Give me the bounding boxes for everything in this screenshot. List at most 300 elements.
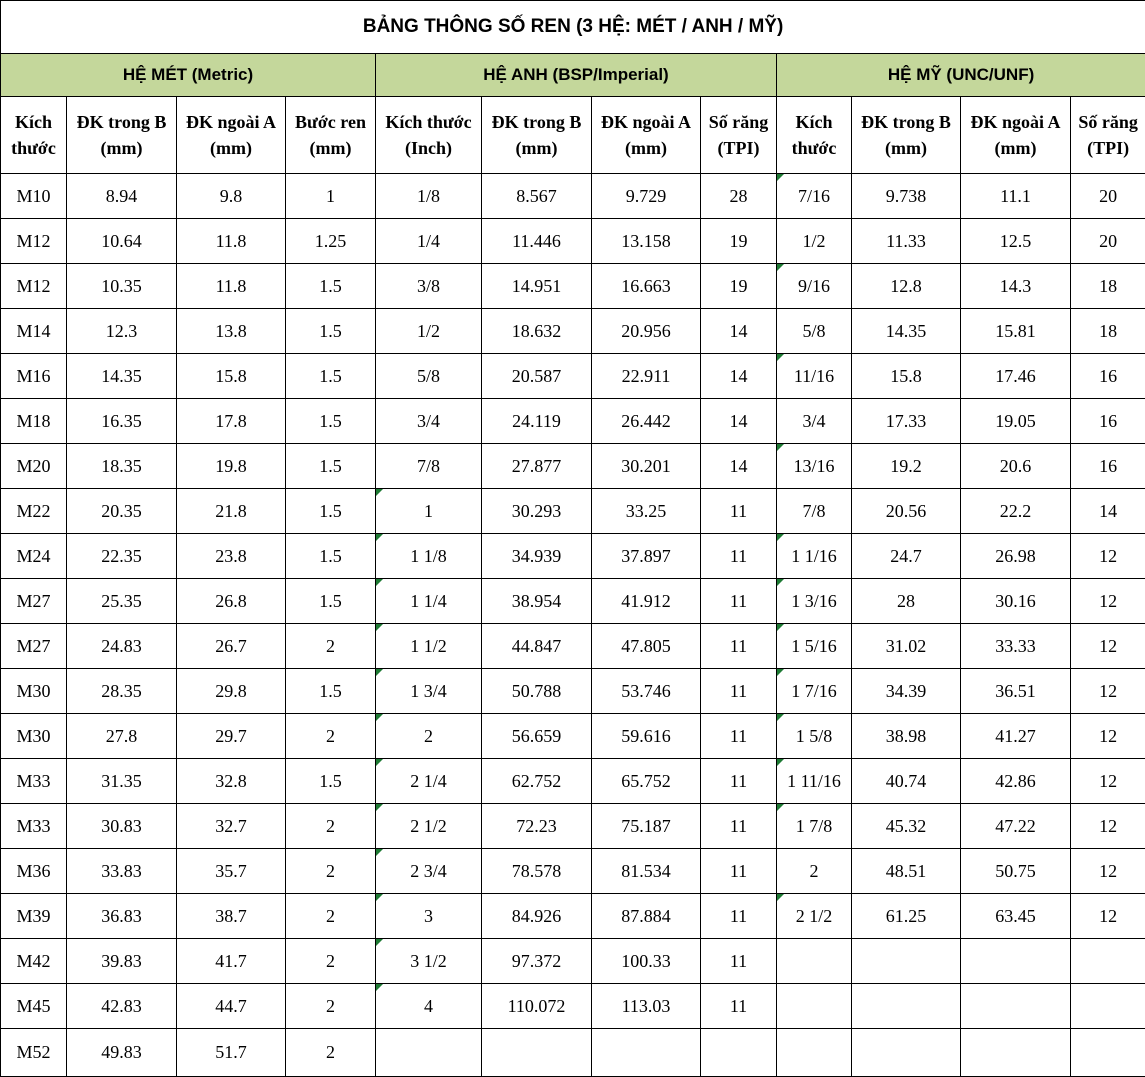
cell-metric-pitch[interactable]: 1.5: [286, 264, 376, 309]
cell-imperial-tpi[interactable]: 11: [701, 714, 777, 759]
cell-metric-inner-diameter[interactable]: 10.35: [67, 264, 177, 309]
cell-imperial-inner-diameter[interactable]: 97.372: [482, 939, 592, 984]
cell-american-size[interactable]: 13/16: [777, 444, 852, 489]
cell-imperial-size[interactable]: [376, 1029, 482, 1077]
cell-imperial-inner-diameter[interactable]: 27.877: [482, 444, 592, 489]
cell-american-inner-diameter[interactable]: [852, 939, 961, 984]
cell-imperial-tpi[interactable]: 14: [701, 354, 777, 399]
group-header-american[interactable]: HỆ MỸ (UNC/UNF): [777, 54, 1145, 97]
cell-american-tpi[interactable]: 12: [1071, 534, 1145, 579]
cell-metric-inner-diameter[interactable]: 39.83: [67, 939, 177, 984]
cell-imperial-size[interactable]: 3/8: [376, 264, 482, 309]
table-row: [1, 759, 1145, 804]
cell-american-size[interactable]: 1 7/8: [777, 804, 852, 849]
cell-american-size[interactable]: 1/2: [777, 219, 852, 264]
column-header-line: (mm): [885, 138, 927, 158]
cell-american-outer-diameter[interactable]: 11.1: [961, 174, 1071, 219]
cell-imperial-tpi[interactable]: 11: [701, 759, 777, 804]
table-row: [1, 624, 1145, 669]
cell-metric-inner-diameter[interactable]: 33.83: [67, 849, 177, 894]
cell-american-tpi[interactable]: [1071, 984, 1145, 1029]
cell-metric-inner-diameter[interactable]: 14.35: [67, 354, 177, 399]
cell-imperial-inner-diameter[interactable]: 72.23: [482, 804, 592, 849]
cell-imperial-tpi[interactable]: 19: [701, 219, 777, 264]
column-header-line: Bước ren: [295, 112, 366, 132]
cell-imperial-tpi[interactable]: 14: [701, 444, 777, 489]
column-header-line: thước: [11, 138, 56, 158]
table-row: [1, 714, 1145, 759]
cell-metric-outer-diameter[interactable]: 38.7: [177, 894, 286, 939]
cell-metric-size[interactable]: M30: [1, 714, 67, 759]
cell-metric-outer-diameter[interactable]: 9.8: [177, 174, 286, 219]
cell-imperial-inner-diameter[interactable]: 78.578: [482, 849, 592, 894]
cell-american-outer-diameter[interactable]: 47.22: [961, 804, 1071, 849]
cell-american-tpi[interactable]: 12: [1071, 849, 1145, 894]
table-row: [1, 849, 1145, 894]
cell-imperial-inner-diameter[interactable]: 38.954: [482, 579, 592, 624]
cell-american-size[interactable]: [777, 1029, 852, 1077]
cell-metric-pitch[interactable]: 2: [286, 984, 376, 1029]
column-header-line: (mm): [210, 138, 252, 158]
cell-american-tpi[interactable]: 12: [1071, 714, 1145, 759]
cell-imperial-tpi[interactable]: 11: [701, 984, 777, 1029]
cell-american-outer-diameter[interactable]: 26.98: [961, 534, 1071, 579]
column-header-line: (mm): [625, 138, 667, 158]
cell-imperial-size[interactable]: 1 3/4: [376, 669, 482, 714]
column-header-line: ĐK trong B: [76, 112, 167, 132]
cell-metric-outer-diameter[interactable]: 11.8: [177, 219, 286, 264]
cell-metric-pitch[interactable]: 1.5: [286, 354, 376, 399]
cell-metric-size[interactable]: M12: [1, 219, 67, 264]
cell-metric-size[interactable]: M16: [1, 354, 67, 399]
cell-metric-inner-diameter[interactable]: 20.35: [67, 489, 177, 534]
column-header-american-tpi[interactable]: [1071, 97, 1145, 174]
cell-imperial-tpi[interactable]: 11: [701, 489, 777, 534]
cell-imperial-size[interactable]: 1/4: [376, 219, 482, 264]
column-header-line: (TPI): [1087, 138, 1130, 158]
cell-imperial-inner-diameter[interactable]: 18.632: [482, 309, 592, 354]
cell-imperial-outer-diameter[interactable]: 13.158: [592, 219, 701, 264]
cell-imperial-size[interactable]: 3: [376, 894, 482, 939]
column-header-metric-pitch[interactable]: [286, 97, 376, 174]
cell-metric-pitch[interactable]: 1: [286, 174, 376, 219]
column-header-metric-outer-diameter[interactable]: [177, 97, 286, 174]
cell-imperial-outer-diameter[interactable]: 53.746: [592, 669, 701, 714]
column-header-line: (TPI): [717, 138, 760, 158]
column-header-american-outer-diameter[interactable]: [961, 97, 1071, 174]
table-row: [1, 939, 1145, 984]
cell-imperial-inner-diameter[interactable]: 44.847: [482, 624, 592, 669]
cell-american-outer-diameter[interactable]: 41.27: [961, 714, 1071, 759]
cell-american-size[interactable]: 1 3/16: [777, 579, 852, 624]
cell-american-tpi[interactable]: 20: [1071, 174, 1145, 219]
cell-metric-inner-diameter[interactable]: 25.35: [67, 579, 177, 624]
cell-american-tpi[interactable]: 12: [1071, 804, 1145, 849]
cell-american-outer-diameter[interactable]: 22.2: [961, 489, 1071, 534]
cell-imperial-outer-diameter[interactable]: 30.201: [592, 444, 701, 489]
cell-american-size[interactable]: 5/8: [777, 309, 852, 354]
cell-imperial-inner-diameter[interactable]: 110.072: [482, 984, 592, 1029]
cell-metric-size[interactable]: M42: [1, 939, 67, 984]
group-header-imperial[interactable]: HỆ ANH (BSP/Imperial): [376, 54, 777, 97]
cell-american-outer-diameter[interactable]: 63.45: [961, 894, 1071, 939]
table-row: [1, 894, 1145, 939]
cell-imperial-size[interactable]: 7/8: [376, 444, 482, 489]
column-header-line: ĐK ngoài A: [970, 112, 1061, 132]
cell-imperial-outer-diameter[interactable]: 100.33: [592, 939, 701, 984]
cell-american-size[interactable]: 1 5/16: [777, 624, 852, 669]
table-row: [1, 489, 1145, 534]
cell-metric-outer-diameter[interactable]: 26.8: [177, 579, 286, 624]
cell-metric-pitch[interactable]: 1.5: [286, 669, 376, 714]
cell-imperial-size[interactable]: 2 3/4: [376, 849, 482, 894]
cell-imperial-outer-diameter[interactable]: 33.25: [592, 489, 701, 534]
cell-american-inner-diameter[interactable]: 15.8: [852, 354, 961, 399]
cell-american-inner-diameter[interactable]: 19.2: [852, 444, 961, 489]
cell-imperial-outer-diameter[interactable]: 59.616: [592, 714, 701, 759]
cell-american-outer-diameter[interactable]: [961, 1029, 1071, 1077]
cell-imperial-tpi[interactable]: 11: [701, 669, 777, 714]
cell-metric-size[interactable]: M24: [1, 534, 67, 579]
cell-metric-outer-diameter[interactable]: 32.8: [177, 759, 286, 804]
cell-metric-inner-diameter[interactable]: 18.35: [67, 444, 177, 489]
cell-imperial-inner-diameter[interactable]: 8.567: [482, 174, 592, 219]
cell-imperial-size[interactable]: 3 1/2: [376, 939, 482, 984]
cell-metric-inner-diameter[interactable]: 31.35: [67, 759, 177, 804]
cell-imperial-tpi[interactable]: 11: [701, 534, 777, 579]
cell-imperial-tpi[interactable]: 11: [701, 939, 777, 984]
table-title[interactable]: BẢNG THÔNG SỐ REN (3 HỆ: MÉT / ANH / MỸ): [1, 1, 1145, 54]
cell-metric-inner-diameter[interactable]: 22.35: [67, 534, 177, 579]
cell-imperial-inner-diameter[interactable]: 20.587: [482, 354, 592, 399]
cell-metric-size[interactable]: M10: [1, 174, 67, 219]
cell-imperial-tpi[interactable]: 19: [701, 264, 777, 309]
cell-imperial-outer-diameter[interactable]: 75.187: [592, 804, 701, 849]
cell-metric-pitch[interactable]: 1.5: [286, 579, 376, 624]
cell-american-tpi[interactable]: 12: [1071, 894, 1145, 939]
column-header-line: ĐK trong B: [861, 112, 951, 132]
cell-american-tpi[interactable]: 12: [1071, 579, 1145, 624]
cell-metric-pitch[interactable]: 2: [286, 624, 376, 669]
cell-metric-outer-diameter[interactable]: 13.8: [177, 309, 286, 354]
cell-metric-pitch[interactable]: 2: [286, 1029, 376, 1077]
cell-imperial-size[interactable]: 1: [376, 489, 482, 534]
cell-imperial-tpi[interactable]: 11: [701, 579, 777, 624]
cell-american-size[interactable]: [777, 984, 852, 1029]
cell-metric-inner-diameter[interactable]: 8.94: [67, 174, 177, 219]
cell-imperial-inner-diameter[interactable]: 50.788: [482, 669, 592, 714]
cell-imperial-size[interactable]: 2 1/2: [376, 804, 482, 849]
cell-metric-size[interactable]: M18: [1, 399, 67, 444]
cell-imperial-inner-diameter[interactable]: 56.659: [482, 714, 592, 759]
cell-imperial-size[interactable]: 1/2: [376, 309, 482, 354]
cell-american-tpi[interactable]: 12: [1071, 759, 1145, 804]
cell-metric-inner-diameter[interactable]: 30.83: [67, 804, 177, 849]
cell-metric-inner-diameter[interactable]: 42.83: [67, 984, 177, 1029]
column-header-line: Số răng: [708, 112, 769, 132]
cell-imperial-tpi[interactable]: 28: [701, 174, 777, 219]
cell-imperial-size[interactable]: 1 1/4: [376, 579, 482, 624]
cell-metric-size[interactable]: M14: [1, 309, 67, 354]
cell-american-outer-diameter[interactable]: 36.51: [961, 669, 1071, 714]
cell-metric-inner-diameter[interactable]: 36.83: [67, 894, 177, 939]
cell-american-inner-diameter[interactable]: 40.74: [852, 759, 961, 804]
cell-metric-size[interactable]: M27: [1, 579, 67, 624]
cell-american-outer-diameter[interactable]: 42.86: [961, 759, 1071, 804]
cell-american-inner-diameter[interactable]: 20.56: [852, 489, 961, 534]
table-row: [1, 804, 1145, 849]
cell-american-inner-diameter[interactable]: 61.25: [852, 894, 961, 939]
cell-american-tpi[interactable]: 18: [1071, 264, 1145, 309]
cell-american-inner-diameter[interactable]: 45.32: [852, 804, 961, 849]
cell-metric-pitch[interactable]: 1.5: [286, 309, 376, 354]
cell-american-inner-diameter[interactable]: 31.02: [852, 624, 961, 669]
cell-imperial-tpi[interactable]: 11: [701, 624, 777, 669]
cell-metric-pitch[interactable]: 1.5: [286, 489, 376, 534]
column-header-line: (mm): [309, 138, 352, 158]
cell-metric-pitch[interactable]: 1.5: [286, 759, 376, 804]
cell-american-tpi[interactable]: 16: [1071, 399, 1145, 444]
cell-metric-outer-diameter[interactable]: 29.7: [177, 714, 286, 759]
cell-metric-outer-diameter[interactable]: 41.7: [177, 939, 286, 984]
cell-metric-outer-diameter[interactable]: 19.8: [177, 444, 286, 489]
column-header-line: ĐK ngoài A: [185, 112, 277, 132]
table-row: [1, 444, 1145, 489]
cell-american-tpi[interactable]: 16: [1071, 444, 1145, 489]
cell-metric-size[interactable]: M12: [1, 264, 67, 309]
cell-american-inner-diameter[interactable]: 48.51: [852, 849, 961, 894]
column-header-line: Số răng: [1078, 112, 1138, 132]
cell-american-tpi[interactable]: 16: [1071, 354, 1145, 399]
cell-american-inner-diameter[interactable]: 34.39: [852, 669, 961, 714]
cell-metric-pitch[interactable]: 2: [286, 894, 376, 939]
cell-metric-inner-diameter[interactable]: 49.83: [67, 1029, 177, 1077]
cell-american-tpi[interactable]: [1071, 939, 1145, 984]
cell-metric-size[interactable]: M36: [1, 849, 67, 894]
cell-imperial-outer-diameter[interactable]: [592, 1029, 701, 1077]
cell-american-inner-diameter[interactable]: 24.7: [852, 534, 961, 579]
table-row: [1, 579, 1145, 624]
group-header-metric[interactable]: HỆ MÉT (Metric): [1, 54, 376, 97]
cell-imperial-outer-diameter[interactable]: 87.884: [592, 894, 701, 939]
column-header-imperial-outer-diameter[interactable]: [592, 97, 701, 174]
column-header-imperial-inner-diameter[interactable]: [482, 97, 592, 174]
cell-american-outer-diameter[interactable]: 20.6: [961, 444, 1071, 489]
cell-metric-outer-diameter[interactable]: 29.8: [177, 669, 286, 714]
column-header-line: Kích thước: [385, 112, 472, 132]
cell-american-size[interactable]: 2 1/2: [777, 894, 852, 939]
cell-metric-pitch[interactable]: 2: [286, 939, 376, 984]
cell-metric-size[interactable]: M45: [1, 984, 67, 1029]
column-header-imperial-tpi[interactable]: [701, 97, 777, 174]
cell-metric-outer-diameter[interactable]: 44.7: [177, 984, 286, 1029]
table-row: [1, 354, 1145, 399]
cell-american-size[interactable]: [777, 939, 852, 984]
cell-american-outer-diameter[interactable]: 30.16: [961, 579, 1071, 624]
cell-american-size[interactable]: 1 5/8: [777, 714, 852, 759]
cell-metric-pitch[interactable]: 1.25: [286, 219, 376, 264]
cell-metric-size[interactable]: M20: [1, 444, 67, 489]
cell-metric-pitch[interactable]: 1.5: [286, 534, 376, 579]
cell-metric-inner-diameter[interactable]: 12.3: [67, 309, 177, 354]
cell-imperial-outer-diameter[interactable]: 26.442: [592, 399, 701, 444]
table-row: [1, 669, 1145, 714]
table-row: [1, 174, 1145, 219]
cell-metric-outer-diameter[interactable]: 15.8: [177, 354, 286, 399]
cell-imperial-tpi[interactable]: 11: [701, 849, 777, 894]
cell-american-outer-diameter[interactable]: [961, 939, 1071, 984]
cell-imperial-inner-diameter[interactable]: [482, 1029, 592, 1077]
cell-imperial-tpi[interactable]: 14: [701, 399, 777, 444]
cell-metric-size[interactable]: M39: [1, 894, 67, 939]
column-header-line: Kích: [795, 112, 833, 132]
cell-metric-outer-diameter[interactable]: 51.7: [177, 1029, 286, 1077]
cell-american-outer-diameter[interactable]: 17.46: [961, 354, 1071, 399]
cell-imperial-inner-diameter[interactable]: 14.951: [482, 264, 592, 309]
cell-american-outer-diameter[interactable]: [961, 984, 1071, 1029]
cell-american-size[interactable]: 9/16: [777, 264, 852, 309]
cell-metric-outer-diameter[interactable]: 11.8: [177, 264, 286, 309]
cell-imperial-size[interactable]: 5/8: [376, 354, 482, 399]
table-row: [1, 984, 1145, 1029]
cell-imperial-outer-diameter[interactable]: 47.805: [592, 624, 701, 669]
cell-american-tpi[interactable]: 14: [1071, 489, 1145, 534]
column-header-american-size[interactable]: [777, 97, 852, 174]
cell-imperial-outer-diameter[interactable]: 22.911: [592, 354, 701, 399]
table-row: [1, 264, 1145, 309]
cell-american-size[interactable]: 11/16: [777, 354, 852, 399]
cell-imperial-inner-diameter[interactable]: 24.119: [482, 399, 592, 444]
column-header-line: ĐK ngoài A: [600, 112, 692, 132]
cell-imperial-outer-diameter[interactable]: 37.897: [592, 534, 701, 579]
cell-american-outer-diameter[interactable]: 33.33: [961, 624, 1071, 669]
column-header-american-inner-diameter[interactable]: [852, 97, 961, 174]
cell-american-size[interactable]: 2: [777, 849, 852, 894]
table-row: [1, 534, 1145, 579]
cell-imperial-outer-diameter[interactable]: 9.729: [592, 174, 701, 219]
cell-metric-pitch[interactable]: 2: [286, 714, 376, 759]
cell-american-size[interactable]: 7/16: [777, 174, 852, 219]
cell-metric-inner-diameter[interactable]: 10.64: [67, 219, 177, 264]
cell-imperial-tpi[interactable]: [701, 1029, 777, 1077]
cell-imperial-inner-diameter[interactable]: 30.293: [482, 489, 592, 534]
cell-metric-inner-diameter[interactable]: 16.35: [67, 399, 177, 444]
cell-imperial-tpi[interactable]: 11: [701, 804, 777, 849]
cell-metric-size[interactable]: M52: [1, 1029, 67, 1077]
cell-american-inner-diameter[interactable]: 28: [852, 579, 961, 624]
column-header-line: (mm): [994, 138, 1037, 158]
cell-american-inner-diameter[interactable]: 38.98: [852, 714, 961, 759]
column-header-metric-inner-diameter[interactable]: [67, 97, 177, 174]
cell-metric-pitch[interactable]: 2: [286, 804, 376, 849]
table-row: [1, 399, 1145, 444]
cell-metric-size[interactable]: M27: [1, 624, 67, 669]
cell-imperial-outer-diameter[interactable]: 16.663: [592, 264, 701, 309]
cell-metric-outer-diameter[interactable]: 32.7: [177, 804, 286, 849]
cell-metric-size[interactable]: M33: [1, 804, 67, 849]
column-header-imperial-size[interactable]: [376, 97, 482, 174]
cell-metric-pitch[interactable]: 2: [286, 849, 376, 894]
cell-imperial-size[interactable]: 3/4: [376, 399, 482, 444]
cell-metric-pitch[interactable]: 1.5: [286, 444, 376, 489]
cell-american-tpi[interactable]: 12: [1071, 624, 1145, 669]
cell-imperial-size[interactable]: 1 1/2: [376, 624, 482, 669]
cell-american-tpi[interactable]: 20: [1071, 219, 1145, 264]
column-header-line: (Inch): [404, 138, 452, 158]
column-header-metric-size[interactable]: [1, 97, 67, 174]
cell-imperial-outer-diameter[interactable]: 41.912: [592, 579, 701, 624]
cell-american-outer-diameter[interactable]: 12.5: [961, 219, 1071, 264]
table-row: [1, 309, 1145, 354]
cell-american-size[interactable]: 3/4: [777, 399, 852, 444]
cell-metric-outer-diameter[interactable]: 21.8: [177, 489, 286, 534]
cell-imperial-outer-diameter[interactable]: 65.752: [592, 759, 701, 804]
cell-american-tpi[interactable]: 12: [1071, 669, 1145, 714]
cell-imperial-size[interactable]: 4: [376, 984, 482, 1029]
table-row: [1, 219, 1145, 264]
cell-metric-size[interactable]: M22: [1, 489, 67, 534]
cell-imperial-outer-diameter[interactable]: 81.534: [592, 849, 701, 894]
cell-american-size[interactable]: 1 1/16: [777, 534, 852, 579]
cell-american-outer-diameter[interactable]: 14.3: [961, 264, 1071, 309]
cell-american-inner-diameter[interactable]: 9.738: [852, 174, 961, 219]
cell-american-inner-diameter[interactable]: 17.33: [852, 399, 961, 444]
column-header-line: ĐK trong B: [491, 112, 582, 132]
cell-metric-inner-diameter[interactable]: 24.83: [67, 624, 177, 669]
cell-american-inner-diameter[interactable]: 11.33: [852, 219, 961, 264]
cell-american-size[interactable]: 1 11/16: [777, 759, 852, 804]
cell-metric-outer-diameter[interactable]: 23.8: [177, 534, 286, 579]
cell-american-size[interactable]: 1 7/16: [777, 669, 852, 714]
cell-imperial-tpi[interactable]: 11: [701, 894, 777, 939]
cell-metric-outer-diameter[interactable]: 17.8: [177, 399, 286, 444]
column-header-line: (mm): [515, 138, 558, 158]
cell-imperial-size[interactable]: 1/8: [376, 174, 482, 219]
cell-american-inner-diameter[interactable]: 14.35: [852, 309, 961, 354]
cell-american-tpi[interactable]: 18: [1071, 309, 1145, 354]
cell-imperial-inner-diameter[interactable]: 34.939: [482, 534, 592, 579]
cell-imperial-size[interactable]: 1 1/8: [376, 534, 482, 579]
cell-imperial-inner-diameter[interactable]: 62.752: [482, 759, 592, 804]
cell-american-tpi[interactable]: [1071, 1029, 1145, 1077]
cell-american-inner-diameter[interactable]: [852, 984, 961, 1029]
cell-imperial-inner-diameter[interactable]: 11.446: [482, 219, 592, 264]
cell-imperial-size[interactable]: 2: [376, 714, 482, 759]
column-header-line: thước: [791, 138, 837, 158]
cell-imperial-inner-diameter[interactable]: 84.926: [482, 894, 592, 939]
column-header-line: Kích: [14, 112, 52, 132]
cell-metric-size[interactable]: M33: [1, 759, 67, 804]
cell-metric-outer-diameter[interactable]: 26.7: [177, 624, 286, 669]
cell-metric-pitch[interactable]: 1.5: [286, 399, 376, 444]
cell-american-outer-diameter[interactable]: 50.75: [961, 849, 1071, 894]
column-header-line: (mm): [100, 138, 143, 158]
cell-american-inner-diameter[interactable]: [852, 1029, 961, 1077]
cell-imperial-outer-diameter[interactable]: 113.03: [592, 984, 701, 1029]
cell-imperial-tpi[interactable]: 14: [701, 309, 777, 354]
cell-american-outer-diameter[interactable]: 15.81: [961, 309, 1071, 354]
table-row: [1, 1029, 1145, 1077]
cell-imperial-outer-diameter[interactable]: 20.956: [592, 309, 701, 354]
cell-american-outer-diameter[interactable]: 19.05: [961, 399, 1071, 444]
cell-american-size[interactable]: 7/8: [777, 489, 852, 534]
cell-metric-outer-diameter[interactable]: 35.7: [177, 849, 286, 894]
cell-metric-size[interactable]: M30: [1, 669, 67, 714]
cell-metric-inner-diameter[interactable]: 28.35: [67, 669, 177, 714]
cell-imperial-size[interactable]: 2 1/4: [376, 759, 482, 804]
cell-american-inner-diameter[interactable]: 12.8: [852, 264, 961, 309]
cell-metric-inner-diameter[interactable]: 27.8: [67, 714, 177, 759]
